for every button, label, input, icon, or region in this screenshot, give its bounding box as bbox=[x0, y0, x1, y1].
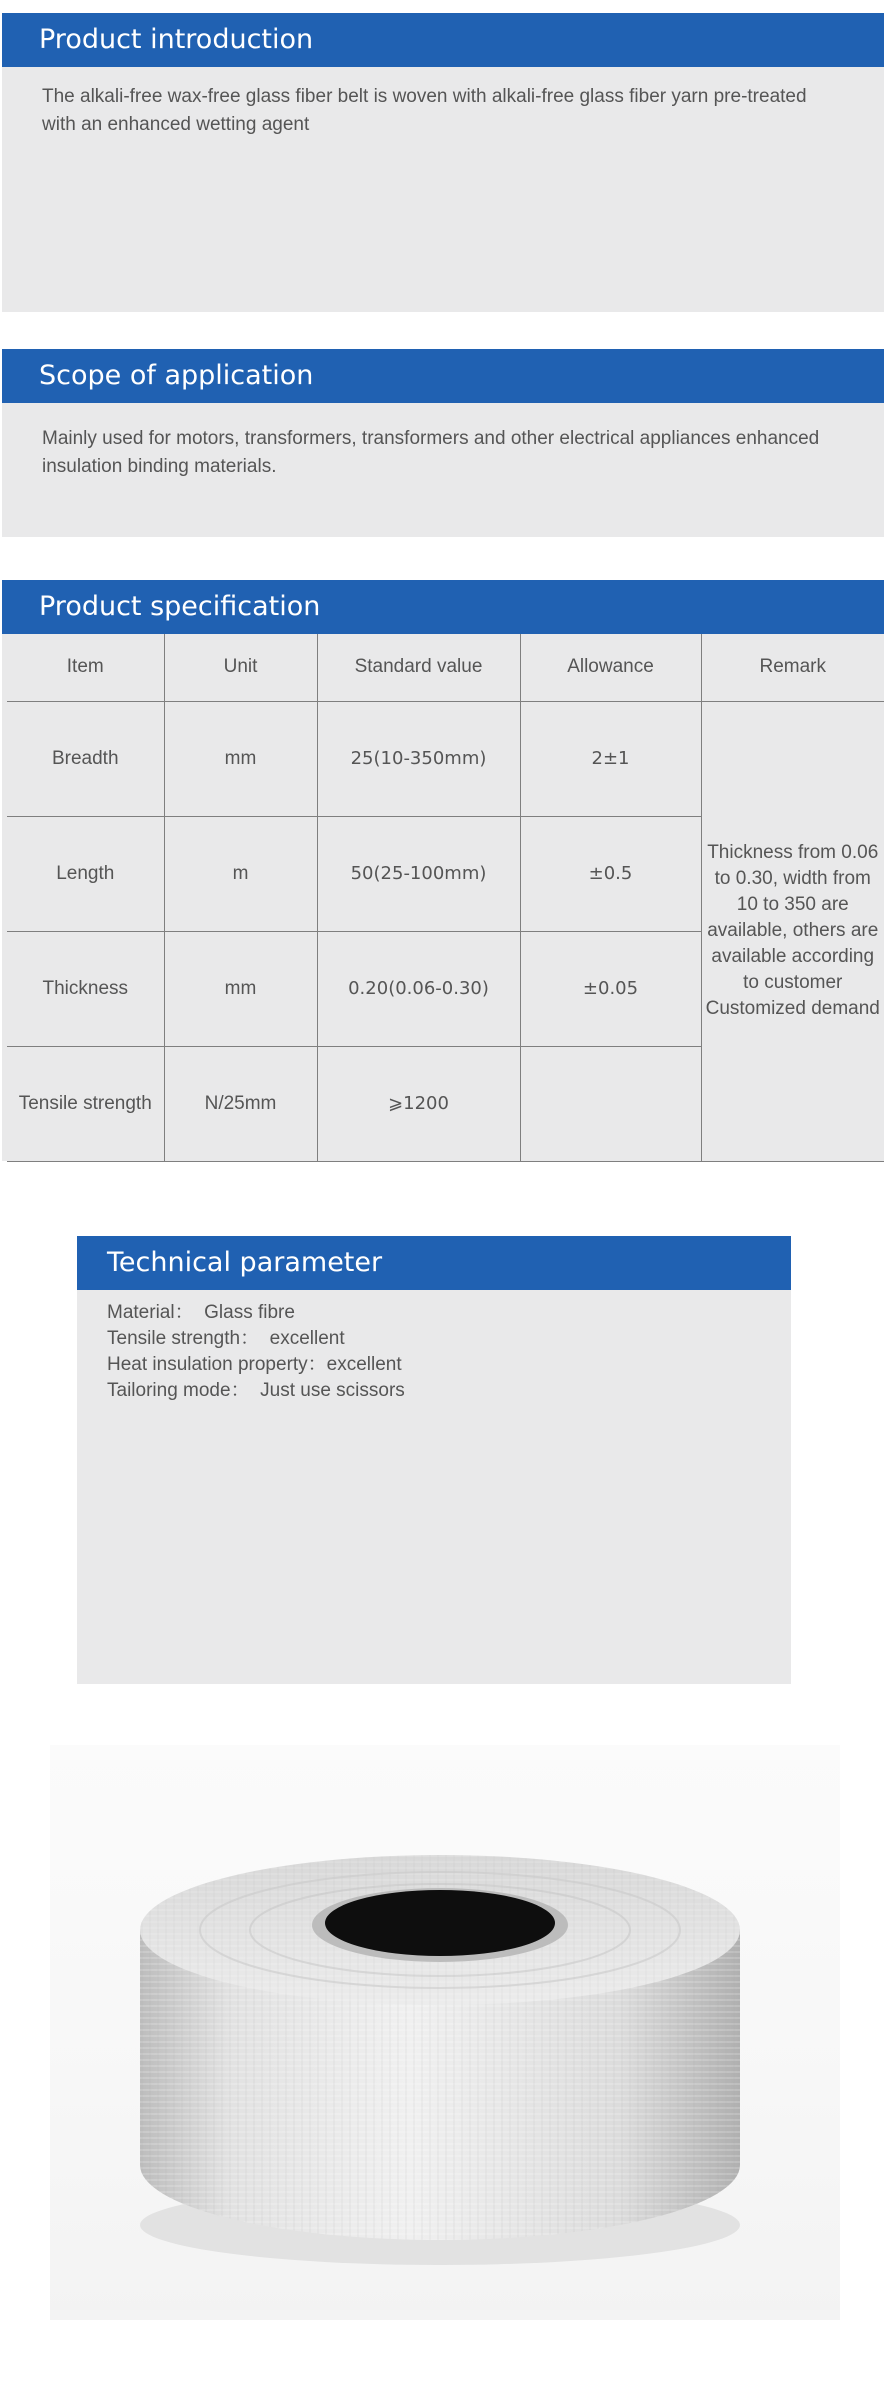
product-specification-header bbox=[2, 580, 884, 634]
product-introduction-header bbox=[2, 13, 884, 67]
header-cell-allowance: Allowance bbox=[520, 634, 701, 701]
allowance-cell: 2±1 bbox=[520, 701, 701, 816]
scope-of-application-title: Scope of application bbox=[39, 360, 314, 391]
unit-cell: N/25mm bbox=[164, 1046, 317, 1161]
item-cell: Length bbox=[7, 816, 164, 931]
item-cell: Thickness bbox=[7, 931, 164, 1046]
technical-parameter-title: Technical parameter bbox=[107, 1247, 383, 1278]
unit-cell: mm bbox=[164, 931, 317, 1046]
scope-of-application-text: Mainly used for motors, transformers, transformers and other electrical appliances enhanced insulation binding materials. bbox=[42, 428, 820, 477]
parameter-tailoring-mode: Tailoring mode： Just use scissors bbox=[107, 1380, 405, 1401]
product-specification-title: Product specification bbox=[39, 591, 321, 622]
standard-value-cell: ⩾1200 bbox=[317, 1046, 520, 1161]
header-cell-item: Item bbox=[7, 634, 164, 701]
specification-table bbox=[7, 634, 884, 1162]
standard-value-cell: 25(10-350mm) bbox=[317, 701, 520, 816]
product-photo-area bbox=[50, 1745, 840, 2320]
unit-cell: mm bbox=[164, 701, 317, 816]
parameter-tensile-strength: Tensile strength： excellent bbox=[107, 1328, 345, 1349]
allowance-cell: ±0.5 bbox=[520, 816, 701, 931]
item-cell: Tensile strength bbox=[7, 1046, 164, 1161]
remark-cell: Thickness from 0.06 to 0.30, width from 10 to 350 are available, others are available according to customer Customized demand bbox=[701, 701, 884, 1161]
product-introduction-text: The alkali-free wax-free glass fiber belt is woven with alkali-free glass fiber yarn pre-treated with an enhanced wetting agent bbox=[42, 86, 807, 135]
parameter-material: Material： Glass fibre bbox=[107, 1302, 295, 1323]
product-specification-panel bbox=[2, 634, 884, 1161]
technical-parameter-body bbox=[77, 1290, 791, 1684]
header-cell-unit: Unit bbox=[164, 634, 317, 701]
item-cell: Breadth bbox=[7, 701, 164, 816]
product-introduction-body bbox=[2, 67, 884, 312]
allowance-cell: ±0.05 bbox=[520, 931, 701, 1046]
header-cell-standard-value: Standard value bbox=[317, 634, 520, 701]
table-header-row bbox=[7, 634, 884, 701]
allowance-cell bbox=[520, 1046, 701, 1161]
scope-of-application-header bbox=[2, 349, 884, 403]
header-cell-remark: Remark bbox=[701, 634, 884, 701]
product-introduction-title: Product introduction bbox=[39, 24, 314, 55]
unit-cell: m bbox=[164, 816, 317, 931]
technical-parameter-header bbox=[77, 1236, 791, 1290]
table-row bbox=[7, 701, 884, 816]
glass-fiber-tape-roll-image bbox=[50, 1745, 840, 2320]
standard-value-cell: 0.20(0.06-0.30) bbox=[317, 931, 520, 1046]
scope-of-application-body bbox=[2, 403, 884, 537]
standard-value-cell: 50(25-100mm) bbox=[317, 816, 520, 931]
parameter-heat-insulation: Heat insulation property：excellent bbox=[107, 1354, 402, 1375]
